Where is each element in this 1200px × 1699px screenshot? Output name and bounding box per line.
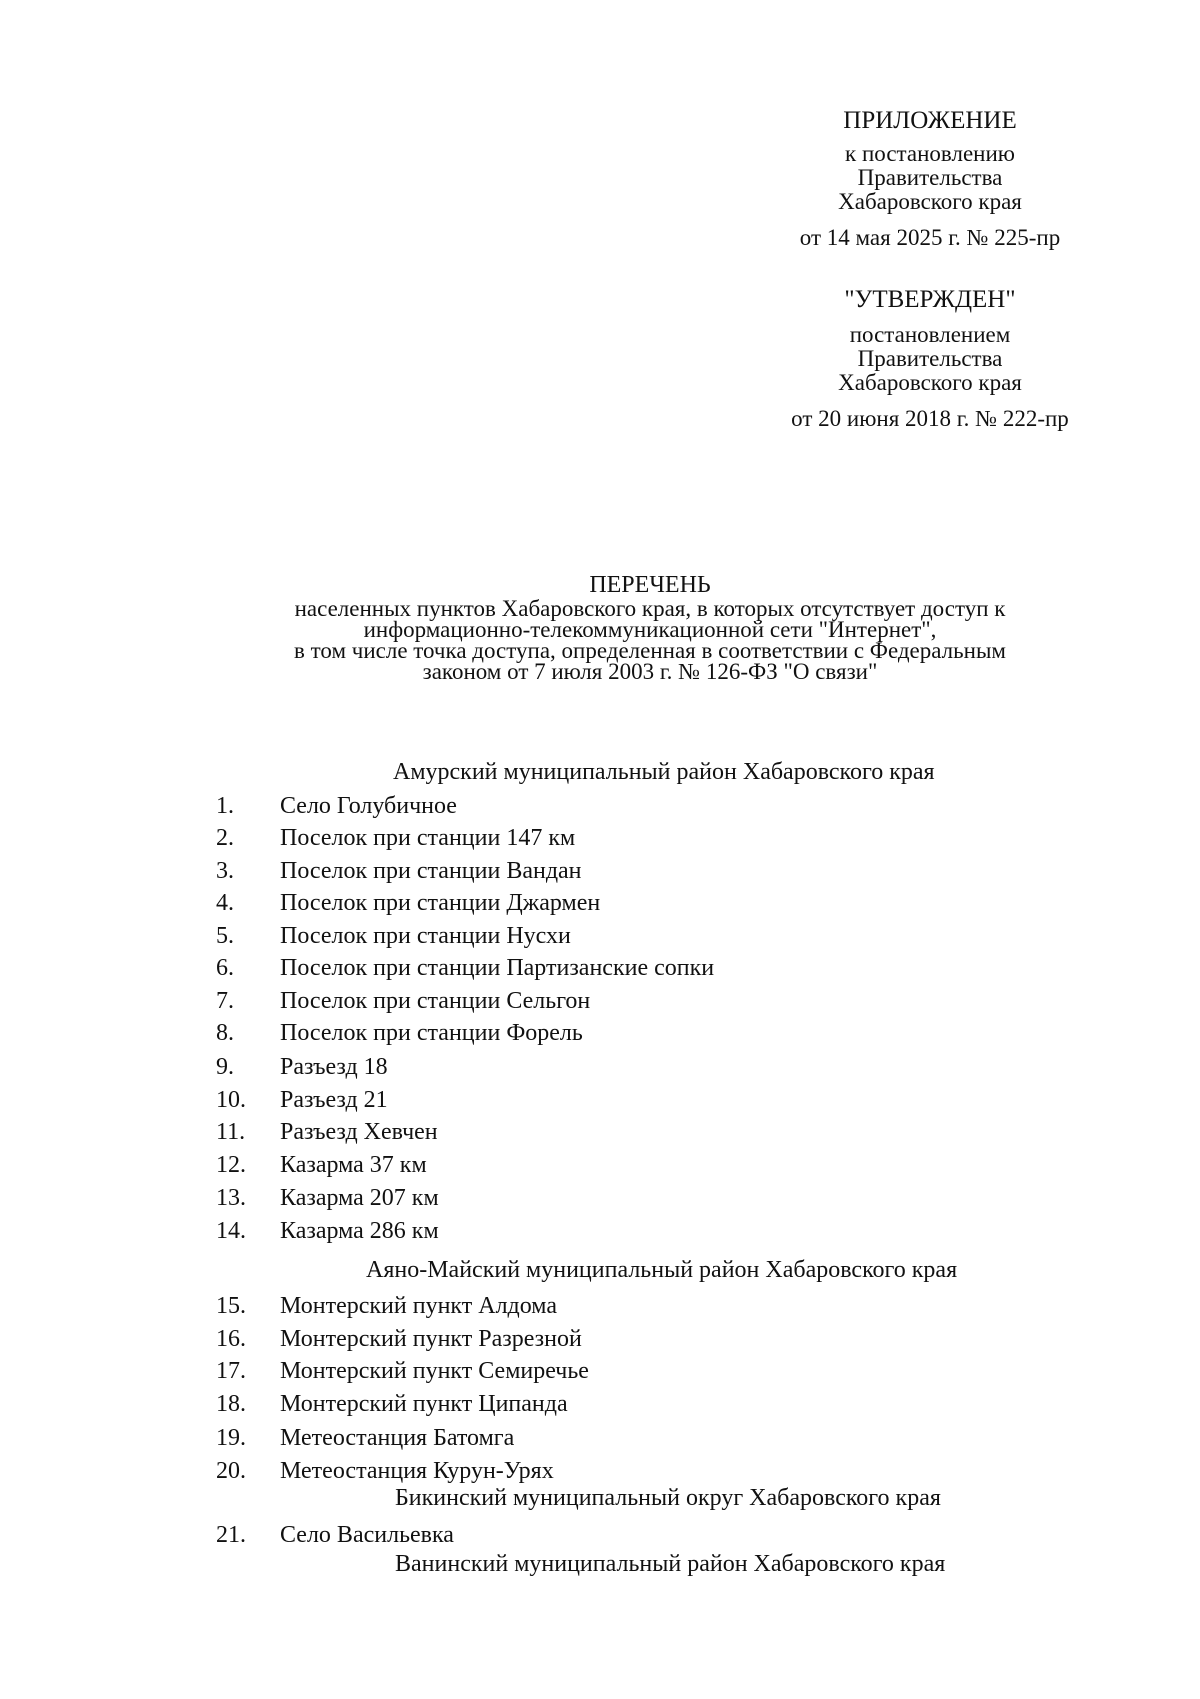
district-heading: Ванинский муниципальный район Хабаровского края — [395, 1551, 946, 1577]
item-name: Метеостанция Курун-Урях — [280, 1458, 554, 1484]
district-heading: Аяно-Майский муниципальный район Хабаровского края — [366, 1257, 958, 1283]
item-number: 14. — [216, 1218, 246, 1244]
item-name: Поселок при станции Партизанские сопки — [280, 955, 715, 981]
approved-line2: Правительства — [857, 346, 1003, 371]
item-number: 6. — [216, 955, 234, 981]
item-name: Село Голубичное — [280, 793, 457, 819]
appendix-line3: Хабаровского края — [838, 189, 1022, 214]
item-number: 8. — [216, 1020, 234, 1046]
district-heading: Бикинский муниципальный округ Хабаровского края — [395, 1485, 941, 1511]
list-heading: ПЕРЕЧЕНЬ — [589, 572, 711, 598]
item-number: 3. — [216, 858, 234, 884]
list-title-line2: информационно-телекоммуникационной сети "Интернет", — [363, 617, 937, 642]
item-number: 13. — [216, 1185, 246, 1211]
item-name: Разъезд 18 — [280, 1054, 388, 1080]
list-title — [200, 572, 1100, 682]
approved-title: "УТВЕРЖДЕН" — [844, 286, 1016, 313]
appendix-block — [750, 106, 1110, 252]
item-number: 5. — [216, 923, 234, 949]
item-number: 9. — [216, 1054, 234, 1080]
item-number: 7. — [216, 988, 234, 1014]
item-number: 2. — [216, 825, 234, 851]
item-number: 11. — [216, 1119, 246, 1145]
item-number: 21. — [216, 1522, 246, 1548]
appendix-line1: к постановлению — [845, 141, 1015, 166]
item-number: 15. — [216, 1293, 246, 1319]
item-name: Поселок при станции Нусхи — [280, 923, 571, 949]
item-number: 12. — [216, 1152, 246, 1178]
approved-block — [750, 285, 1110, 433]
item-name: Село Васильевка — [280, 1522, 454, 1548]
item-name: Поселок при станции Джармен — [280, 890, 601, 916]
item-number: 4. — [216, 890, 234, 916]
item-name: Метеостанция Батомга — [280, 1425, 515, 1451]
item-name: Монтерский пункт Ципанда — [280, 1391, 568, 1417]
approved-date: от 20 июня 2018 г. № 222-пр — [791, 406, 1069, 431]
item-name: Разъезд 21 — [280, 1087, 388, 1113]
item-name: Разъезд Хевчен — [280, 1119, 438, 1145]
item-name: Монтерский пункт Алдома — [280, 1293, 557, 1319]
item-number: 10. — [216, 1087, 246, 1113]
item-name: Поселок при станции Форель — [280, 1020, 583, 1046]
item-name: Поселок при станции Вандан — [280, 858, 582, 884]
approved-line3: Хабаровского края — [838, 370, 1022, 395]
list-title-line3: в том числе точка доступа, определенная в соответствии с Федеральным — [294, 638, 1006, 663]
item-name: Монтерский пункт Семиречье — [280, 1358, 589, 1384]
list-title-line1: населенных пунктов Хабаровского края, в которых отсутствует доступ к — [294, 596, 1006, 621]
appendix-date: от 14 мая 2025 г. № 225-пр — [799, 225, 1061, 250]
item-number: 16. — [216, 1326, 246, 1352]
district-heading: Амурский муниципальный район Хабаровского края — [393, 759, 935, 785]
item-name: Монтерский пункт Разрезной — [280, 1326, 582, 1352]
item-number: 1. — [216, 793, 234, 819]
item-number: 17. — [216, 1358, 246, 1384]
appendix-line2: Правительства — [857, 165, 1003, 190]
item-number: 19. — [216, 1425, 246, 1451]
appendix-title: ПРИЛОЖЕНИЕ — [843, 107, 1017, 134]
approved-line1: постановлением — [849, 322, 1011, 347]
item-number: 18. — [216, 1391, 246, 1417]
item-name: Казарма 207 км — [280, 1185, 439, 1211]
list-title-line4: законом от 7 июля 2003 г. № 126-ФЗ "О связи" — [422, 659, 878, 684]
item-number: 20. — [216, 1458, 246, 1484]
item-name: Поселок при станции 147 км — [280, 825, 576, 851]
item-name: Поселок при станции Сельгон — [280, 988, 591, 1014]
item-name: Казарма 37 км — [280, 1152, 427, 1178]
item-name: Казарма 286 км — [280, 1218, 439, 1244]
